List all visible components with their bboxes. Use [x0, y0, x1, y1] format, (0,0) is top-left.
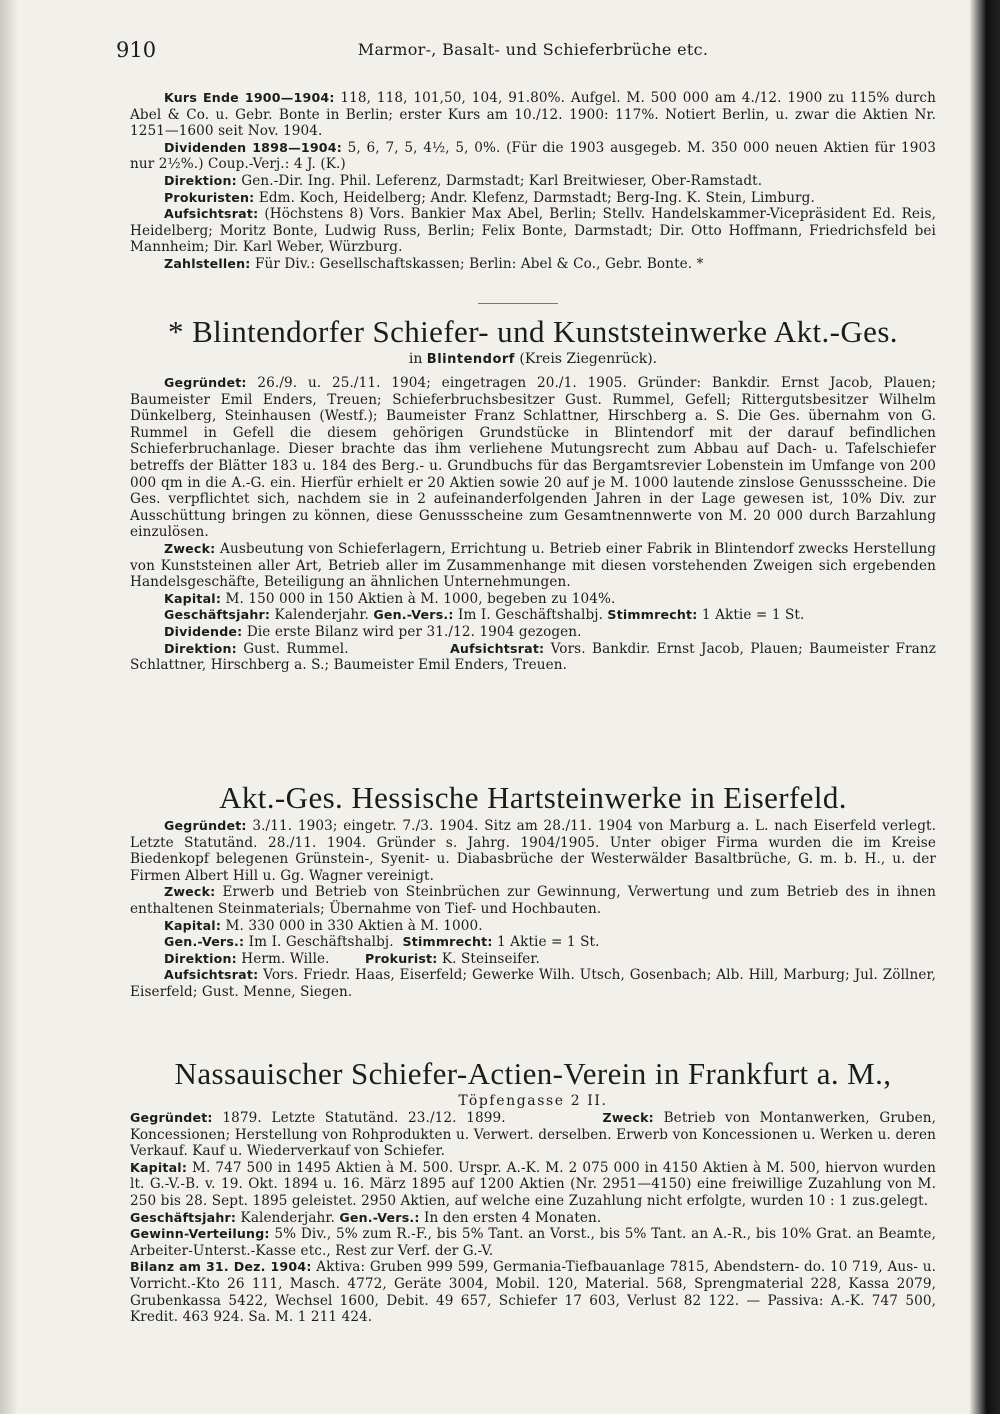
genvers-label: Gen.-Vers.: — [339, 1209, 420, 1225]
aufsichtsrat-text: (Höchstens 8) Vors. Bankier Max Abel, Berlin; Stellv. Handelskammer-Vicepräsident Ed. Reis, Heidelberg; Moritz Bonte, Ludwig Russ, Berlin; Felix Bonte, Darmstadt; Dir. Otto Hoffmann, Friedrichsfeld bei Mannheim; Dir. Karl Weber, Würzburg. — [130, 206, 936, 256]
kapital-paragraph — [130, 918, 936, 935]
direktion-label: Direktion: — [164, 172, 237, 188]
dividenden-label: Dividenden 1898—1904: — [164, 139, 342, 155]
zweck-text: Betrieb von Montanwerken, Gruben, Koncessionen; Herstellung von Rohprodukten u. Verwert. derselben. Erwerb von Koncessionen u. Werken u. deren Verkauf. Kauf u. Wiederverkauf von Schiefer. — [130, 1110, 936, 1160]
direktion-paragraph — [130, 173, 936, 190]
separator-rule — [478, 303, 558, 304]
page-number: 910 — [116, 38, 157, 62]
gegruendet-text: 26./9. u. 25./11. 1904; eingetragen 20./1. 1905. Gründer: Bankdir. Ernst Jacob, Plauen; Baumeister Emil Enders, Treuen; Schieferbruchsbesitzer Gust. Rummel, Gefell; Rittergutsbesitzer Wilhelm Dünkelberg, Steinhausen (Westf.); Baumeister Franz Schlattner, Hirschberg a. S. Die Ges. übernahm von G. Rummel in Gefell die diesem gehörigen Grundstücke in Blintendorf mit der darauf befindlichen Schieferbruchanlage. Dieser brachte das ihm verliehene Mutungsrecht zum Abbau auf Dach- u. Tafelschiefer betreffs der Blätter 183 u. 184 des Berg.- u. Grundbuchs für das Bergamtsrevier Lobenstein im Umfange von 200 000 qm in die A.-G. ein. Hierfür erhielt er 20 Aktien sowie 20 auf je M. 1000 lautende zinslose Genussscheine. Die Ges. verpflichtet sich, nachdem sie in 2 aufeinanderfolgenden Jahren in der Lage gewesen ist, 10% Div. zur Ausschüttung bringen zu können, diese Genussscheine zum Gesamtnennwerte von M. 20 000 durch Barzahlung einzulösen. — [130, 375, 936, 541]
zahlstellen-text: Für Div.: Gesellschaftskassen; Berlin: Abel & Co., Gebr. Bonte. * — [250, 255, 704, 272]
kapital-paragraph — [130, 1160, 936, 1210]
kurs-paragraph — [130, 90, 936, 140]
genvers-paragraph — [130, 934, 936, 951]
gegruendet-label: Gegründet: — [164, 375, 247, 390]
bilanz-paragraph — [130, 1259, 936, 1325]
zahlstellen-label: Zahlstellen: — [164, 255, 251, 271]
gewinn-verteilung-paragraph — [130, 1226, 936, 1259]
company-title: Akt.-Ges. Hessische Hartsteinwerke in Eiserfeld. — [219, 780, 847, 815]
entry-continuation — [130, 90, 936, 273]
direktion-text: Gen.-Dir. Ing. Phil. Leferenz, Darmstadt; Karl Breitwieser, Ober-Ramstadt. — [236, 172, 763, 189]
entry-hessische-hartsteinwerke — [130, 780, 936, 1001]
entry-blintendorfer — [130, 314, 936, 674]
kapital-paragraph — [130, 591, 936, 608]
gegruendet-label: Gegründet: — [164, 818, 247, 833]
kapital-text: M. 747 500 in 1495 Aktien à M. 500. Urspr. A.-K. M. 2 075 000 in 4150 Aktien à M. 500, hiervon wurden lt. G.-V.-B. v. 19. Okt. 1894 u. 16. März 1895 auf 1200 Aktien (Nr. 2951—4150) eine freiwillige Zuzahlung von M. 250 bis 28. Sept. 1895 geleistet. 2950 Aktien, auf welche eine Zuzahlung nicht erfolgte, wurden 10 : 1 zus.gelegt. — [130, 1159, 936, 1209]
prokuristen-label: Prokuristen: — [164, 189, 255, 205]
dividenden-text: 5, 6, 7, 5, 4½, 5, 0%. (Für die 1903 ausgegeb. M. 350 000 neuen Aktien für 1903 nur 2½%.) Coup.-Verj.: 4 J. (K.) — [130, 139, 936, 173]
scan-shadow-left — [0, 0, 18, 1414]
kapital-text: M. 330 000 in 330 Aktien à M. 1000. — [221, 917, 483, 934]
genvers-text: Im I. Geschäftshalbj. — [244, 934, 394, 951]
genvers-label: Gen.-Vers.: — [373, 607, 454, 623]
zweck-paragraph — [130, 541, 936, 591]
stimmrecht-text: 1 Aktie = 1 St. — [697, 607, 805, 624]
aufsichtsrat-label: Aufsichtsrat: — [449, 640, 545, 656]
zweck-label: Zweck: — [164, 884, 216, 900]
geschaeftsjahr-text: Kalenderjahr. — [236, 1209, 335, 1226]
direktion-label: Direktion: — [164, 640, 237, 656]
gegruendet-label: Gegründet: — [130, 1110, 213, 1125]
aufsichtsrat-label: Aufsichtsrat: — [164, 967, 259, 983]
location-suffix: (Kreis Ziegenrück). — [514, 351, 658, 367]
gegruendet-paragraph — [130, 818, 936, 884]
genvers-text: In den ersten 4 Monaten. — [419, 1209, 602, 1226]
kapital-label: Kapital: — [130, 1159, 188, 1175]
geschaeftsjahr-text: Kalenderjahr. — [270, 607, 369, 624]
stimmrecht-label: Stimmrecht: — [607, 607, 698, 623]
running-head: Marmor-, Basalt- und Schieferbrüche etc. — [357, 40, 709, 59]
geschaeftsjahr-label: Geschäftsjahr: — [164, 607, 271, 623]
company-title: * Blintendorfer Schiefer- und Kunststeinwerke Akt.-Ges. — [168, 314, 898, 349]
dividende-paragraph — [130, 624, 936, 641]
geschaeftsjahr-paragraph — [130, 607, 936, 624]
location-name: Blintendorf — [426, 352, 515, 367]
geschaeftsjahr-label: Geschäftsjahr: — [130, 1209, 237, 1225]
stimmrecht-text: 1 Aktie = 1 St. — [492, 934, 600, 951]
kurs-label: Kurs Ende 1900—1904: — [164, 90, 335, 105]
company-title: Nassauischer Schiefer-Actien-Verein in Frankfurt a. M., — [174, 1056, 892, 1091]
geschaeftsjahr-paragraph — [130, 1210, 936, 1227]
genvers-label: Gen.-Vers.: — [164, 934, 245, 950]
kapital-text: M. 150 000 in 150 Aktien à M. 1000, begeben zu 104%. — [221, 590, 616, 607]
company-address: Töpfengasse 2 II. — [458, 1093, 608, 1109]
dividende-label: Dividende: — [164, 623, 243, 639]
prokuristen-paragraph — [130, 190, 936, 207]
direktion-text: Herm. Wille. — [236, 950, 330, 967]
kapital-label: Kapital: — [164, 590, 222, 606]
bilanz-label: Bilanz am 31. Dez. 1904: — [130, 1259, 312, 1275]
scan-shadow-right — [970, 0, 1000, 1414]
location-prefix: in — [408, 351, 427, 367]
gewinn-verteilung-text: 5% Div., 5% zum R.-F., bis 5% Tant. an Vorst., bis 5% Tant. an A.-R., bis 10% Grat. an Beamte, Arbeiter-Unterst.-Kasse etc., Rest zur Verf. der G.-V. — [130, 1226, 936, 1259]
prokuristen-text: Edm. Koch, Heidelberg; Andr. Klefenz, Darmstadt; Berg-Ing. K. Stein, Limburg. — [254, 189, 815, 206]
aufsichtsrat-text: Vors. Friedr. Haas, Eiserfeld; Gewerke Wilh. Utsch, Gosenbach; Alb. Hill, Marburg; Jul. Zöllner, Eiserfeld; Gust. Menne, Siegen. — [130, 967, 936, 1000]
zahlstellen-paragraph — [130, 256, 936, 273]
kapital-label: Kapital: — [164, 917, 222, 933]
gegruendet-text: 1879. Letzte Statutänd. 23./12. 1899. — [212, 1110, 506, 1126]
genvers-text: Im I. Geschäftshalbj. — [453, 607, 603, 624]
dividende-text: Die erste Bilanz wird per 31./12. 1904 gezogen. — [242, 623, 582, 640]
entry-nassauischer-schiefer — [130, 1056, 936, 1326]
direktion-label: Direktion: — [164, 950, 237, 966]
zweck-text: Erwerb und Betrieb von Steinbrüchen zur Gewinnung, Verwertung und zum Betrieb des in ihnen enthaltenen Steinmaterials; Übernahme von Tief- und Hochbauten. — [130, 884, 936, 917]
page-header — [116, 38, 950, 66]
aufsichtsrat-label: Aufsichtsrat: — [164, 206, 259, 222]
aufsichtsrat-paragraph — [130, 206, 936, 256]
direktion-paragraph — [130, 951, 936, 968]
stimmrecht-label: Stimmrecht: — [402, 934, 493, 950]
zweck-label: Zweck: — [602, 1110, 654, 1125]
zweck-label: Zweck: — [164, 540, 216, 556]
zweck-paragraph — [130, 884, 936, 917]
aufsichtsrat-text: Vors. Bankdir. Ernst Jacob, Plauen; Baumeister Franz Schlattner, Hirschberg a. S.; Baumeister Emil Enders, Treuen. — [130, 640, 937, 674]
company-location — [130, 350, 936, 369]
prokurist-label: Prokurist: — [364, 950, 438, 966]
gegruendet-zweck-paragraph — [130, 1110, 936, 1160]
gegruendet-paragraph — [130, 375, 936, 541]
aufsichtsrat-paragraph — [130, 967, 936, 1000]
direktion-text: Gust. Rummel. — [236, 640, 349, 657]
bilanz-text: Aktiva: Gruben 999 599, Germania-Tiefbauanlage 7815, Abendstern- do. 10 719, Aus- u. Vorricht.-Kto 26 111, Masch. 4772, Geräte 3004, Mobil. 120, Material. 568, Sprengmaterial 228, Kassa 2079, Grubenkassa 5422, Wechsel 1600, Debit. 49 657, Schiefer 17 603, Verlust 82 122. — Passiva: A.-K. 747 500, Kredit. 463 924. Sa. M. 1 211 424. — [130, 1259, 936, 1326]
zweck-text: Ausbeutung von Schieferlagern, Errichtung u. Betrieb einer Fabrik in Blintendorf zwecks Herstellung von Kunststeinen aller Art, Betrieb aller im Zusammenhange mit diesen vorstehenden Zweigen sich ergebenden Handelsgeschäfte, Beteiligung an ähnlichen Unternehmungen. — [130, 540, 936, 591]
gewinn-verteilung-label: Gewinn-Verteilung: — [130, 1226, 270, 1242]
dividenden-paragraph — [130, 140, 936, 173]
gegruendet-text: 3./11. 1903; eingetr. 7./3. 1904. Sitz am 28./11. 1904 von Marburg a. L. nach Eiserfeld verlegt. Letzte Statutänd. 28./11. 1904. Gründer s. Jahrg. 1904/1905. Unter obiger Firma wurden die im Kreise Biedenkopf belegenen Grünstein-, Syenit- u. Diabasbrüche der Westerwälder Basaltbrüche, G. m. b. H., u. der Firmen Albert Hill u. Gg. Wagner vereinigt. — [130, 818, 936, 884]
direktion-aufsichtsrat-paragraph — [130, 641, 936, 674]
kurs-text: 118, 118, 101,50, 104, 91.80%. Aufgel. M. 500 000 am 4./12. 1900 zu 115% durch Abel & Co. u. Gebr. Bonte in Berlin; erster Kurs am 10./12. 1900: 117%. Notiert Berlin, u. zwar die Aktien Nr. 1251—1600 seit Nov. 1904. — [130, 90, 936, 140]
prokurist-text: K. Steinseifer. — [437, 950, 540, 967]
